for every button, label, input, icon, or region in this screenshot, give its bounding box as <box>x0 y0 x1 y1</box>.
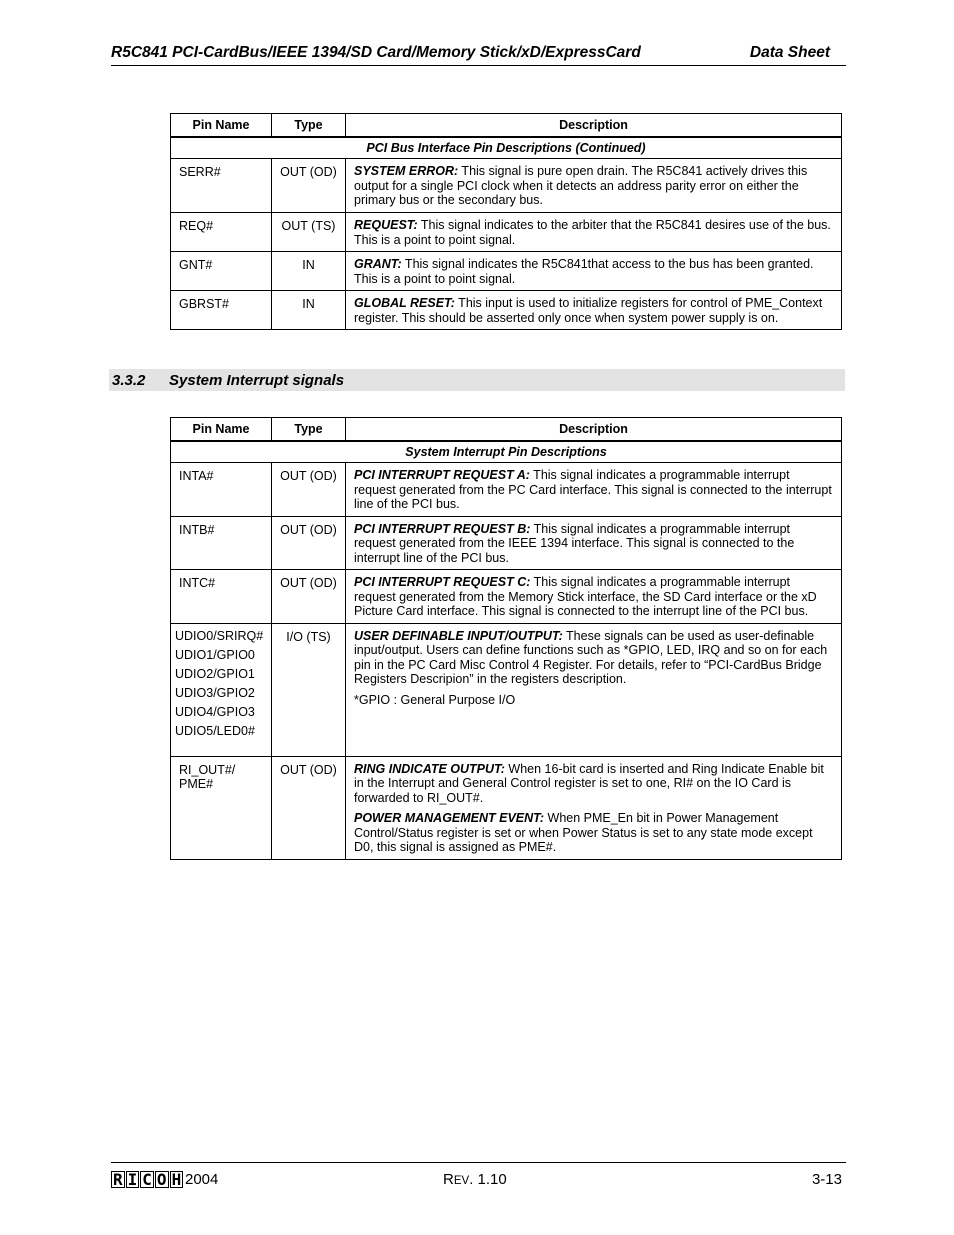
table-row <box>171 291 842 330</box>
column-header-description: Description <box>346 114 842 138</box>
column-header-type: Type <box>272 418 346 442</box>
column-header-pin-name: Pin Name <box>171 418 272 442</box>
pin-name: GNT# <box>171 252 272 291</box>
table-row <box>171 252 842 291</box>
pin-type: IN <box>272 252 346 291</box>
section-title: System Interrupt signals <box>169 372 345 389</box>
section-heading <box>109 369 845 391</box>
pin-description-term: PCI INTERRUPT REQUEST B: <box>354 521 531 536</box>
pin-description-term: REQUEST: <box>354 218 418 232</box>
document-type: Data Sheet <box>749 44 830 61</box>
pin-description <box>346 252 842 291</box>
pin-description-text: This signal indicates the R5C841that access to the bus has been granted. This is a point to point signal. <box>354 257 814 286</box>
pin-description-text: This signal is pure open drain. The R5C841 actively drives this output for a single PCI clock when it detects an address parity error on either the primary bus or the secondary bus. <box>354 164 808 207</box>
pin-description <box>346 213 842 252</box>
pin-description-term: SYSTEM ERROR: <box>354 164 459 178</box>
system-interrupt-pin-table <box>170 417 842 860</box>
revision-number: . 1.10 <box>469 1171 507 1188</box>
pin-name-list <box>171 623 272 756</box>
pin-type: OUT (OD) <box>272 159 346 213</box>
page-footer <box>111 1162 846 1193</box>
pin-description-term: USER DEFINABLE INPUT/OUTPUT: <box>354 628 563 643</box>
pin-name: UDIO3/GPIO2 <box>175 685 255 700</box>
pin-name: REQ# <box>171 213 272 252</box>
ricoh-logo: R I C O H <box>113 1170 182 1189</box>
pin-name: INTA# <box>171 463 272 517</box>
pin-name: UDIO0/SRIRQ# <box>175 628 264 643</box>
pin-description <box>346 570 842 624</box>
pin-description-term: PCI INTERRUPT REQUEST C: <box>354 575 531 589</box>
pin-description-text: When 16-bit card is inserted and Ring Indicate Enable bit in the Interrupt and General Control register is set to one, RI# on the IO Card is forwarded to RI_OUT#. <box>354 761 824 805</box>
column-header-description: Description <box>346 418 842 442</box>
pin-description <box>346 159 842 213</box>
pin-name: INTB# <box>171 516 272 570</box>
pin-name: INTC# <box>171 570 272 624</box>
table-section-title: PCI Bus Interface Pin Descriptions (Continued) <box>171 137 842 159</box>
table-row <box>171 756 842 859</box>
pin-type: OUT (OD) <box>272 570 346 624</box>
table-row <box>171 213 842 252</box>
pin-description-note: *GPIO : General Purpose I/O <box>354 692 516 707</box>
page-number: 3-13 <box>811 1171 842 1188</box>
page-header <box>111 43 846 66</box>
pin-description-term: GRANT: <box>354 257 402 271</box>
table-row <box>171 570 842 624</box>
pin-description-term: PCI INTERRUPT REQUEST A: <box>354 468 530 482</box>
pin-type: I/O (TS) <box>272 623 346 756</box>
pin-name: SERR# <box>171 159 272 213</box>
pin-description-text: This signal indicates a programmable interrupt request generated from the PC Card interface. This signal is connected to the interrupt line of the PCI bus. <box>354 468 832 511</box>
pin-type: OUT (OD) <box>272 756 346 859</box>
pin-description <box>346 291 842 330</box>
pin-type: IN <box>272 291 346 330</box>
pin-description-text: This signal indicates a programmable interrupt request generated from the Memory Stick interface, the SD Card interface or the xD Picture Card interface. This signal is connected to the interrupt line of the PCI bus. <box>354 575 817 618</box>
column-header-type: Type <box>272 114 346 138</box>
table-section-row <box>171 441 842 463</box>
pin-name: UDIO5/LED0# <box>175 723 255 738</box>
table-header-row <box>171 418 842 442</box>
pin-description <box>346 516 842 570</box>
pin-name-line: PME# <box>179 777 214 791</box>
table-section-row <box>171 137 842 159</box>
revision-prefix: R <box>443 1171 454 1188</box>
pin-name-line: RI_OUT#/ <box>179 762 236 777</box>
pin-description-text: These signals can be used as user-definable input/output. Users can define functions such as *GPIO, LED, IRQ and so on for each pin in the PC Card Misc Control 4 Register. For details, refer to “PCI-CardBus Bridge Registers Descripion” in the registers description. <box>354 628 828 686</box>
column-header-pin-name: Pin Name <box>171 114 272 138</box>
pin-description-term: POWER MANAGEMENT EVENT: <box>354 811 545 825</box>
pin-description-term: RING INDICATE OUTPUT: <box>354 761 505 776</box>
pin-type: OUT (TS) <box>272 213 346 252</box>
table-row <box>171 623 842 756</box>
pin-description-term: GLOBAL RESET: <box>354 296 455 310</box>
pin-description <box>346 623 842 756</box>
pin-name <box>171 756 272 859</box>
pin-name: UDIO2/GPIO1 <box>175 666 255 681</box>
table-row <box>171 463 842 517</box>
pin-type: OUT (OD) <box>272 516 346 570</box>
revision-small-caps: EV <box>453 1175 470 1187</box>
pci-bus-pin-table <box>170 113 842 330</box>
pin-name: GBRST# <box>171 291 272 330</box>
pin-description-text: This signal indicates to the arbiter that the R5C841 desires use of the bus. This is a point to point signal. <box>354 218 831 247</box>
table-section-title: System Interrupt Pin Descriptions <box>171 441 842 463</box>
revision <box>443 1171 507 1188</box>
table-row <box>171 159 842 213</box>
table-row <box>171 516 842 570</box>
pin-name: UDIO4/GPIO3 <box>175 704 255 719</box>
pin-description-text: When PME_En bit in Power Management Control/Status register is set or when Power Status is set to any state mode except D0, this signal is assigned as PME#. <box>354 811 813 854</box>
pin-type: OUT (OD) <box>272 463 346 517</box>
footer-year: 2004 <box>185 1171 219 1188</box>
pin-description <box>346 463 842 517</box>
section-number: 3.3.2 <box>112 372 146 389</box>
pin-name: UDIO1/GPIO0 <box>175 647 255 662</box>
pin-description-text: This signal indicates a programmable interrupt request generated from the IEEE 1394 interface. This signal is connected to the interrupt line of the PCI bus. <box>354 521 795 565</box>
pin-description <box>346 756 842 859</box>
document-title: R5C841 PCI-CardBus/IEEE 1394/SD Card/Memory Stick/xD/ExpressCard <box>111 44 641 61</box>
pin-description-text: This input is used to initialize registers for control of PME_Context register. This should be asserted only once when system power supply is on. <box>354 296 823 325</box>
table-header-row <box>171 114 842 138</box>
